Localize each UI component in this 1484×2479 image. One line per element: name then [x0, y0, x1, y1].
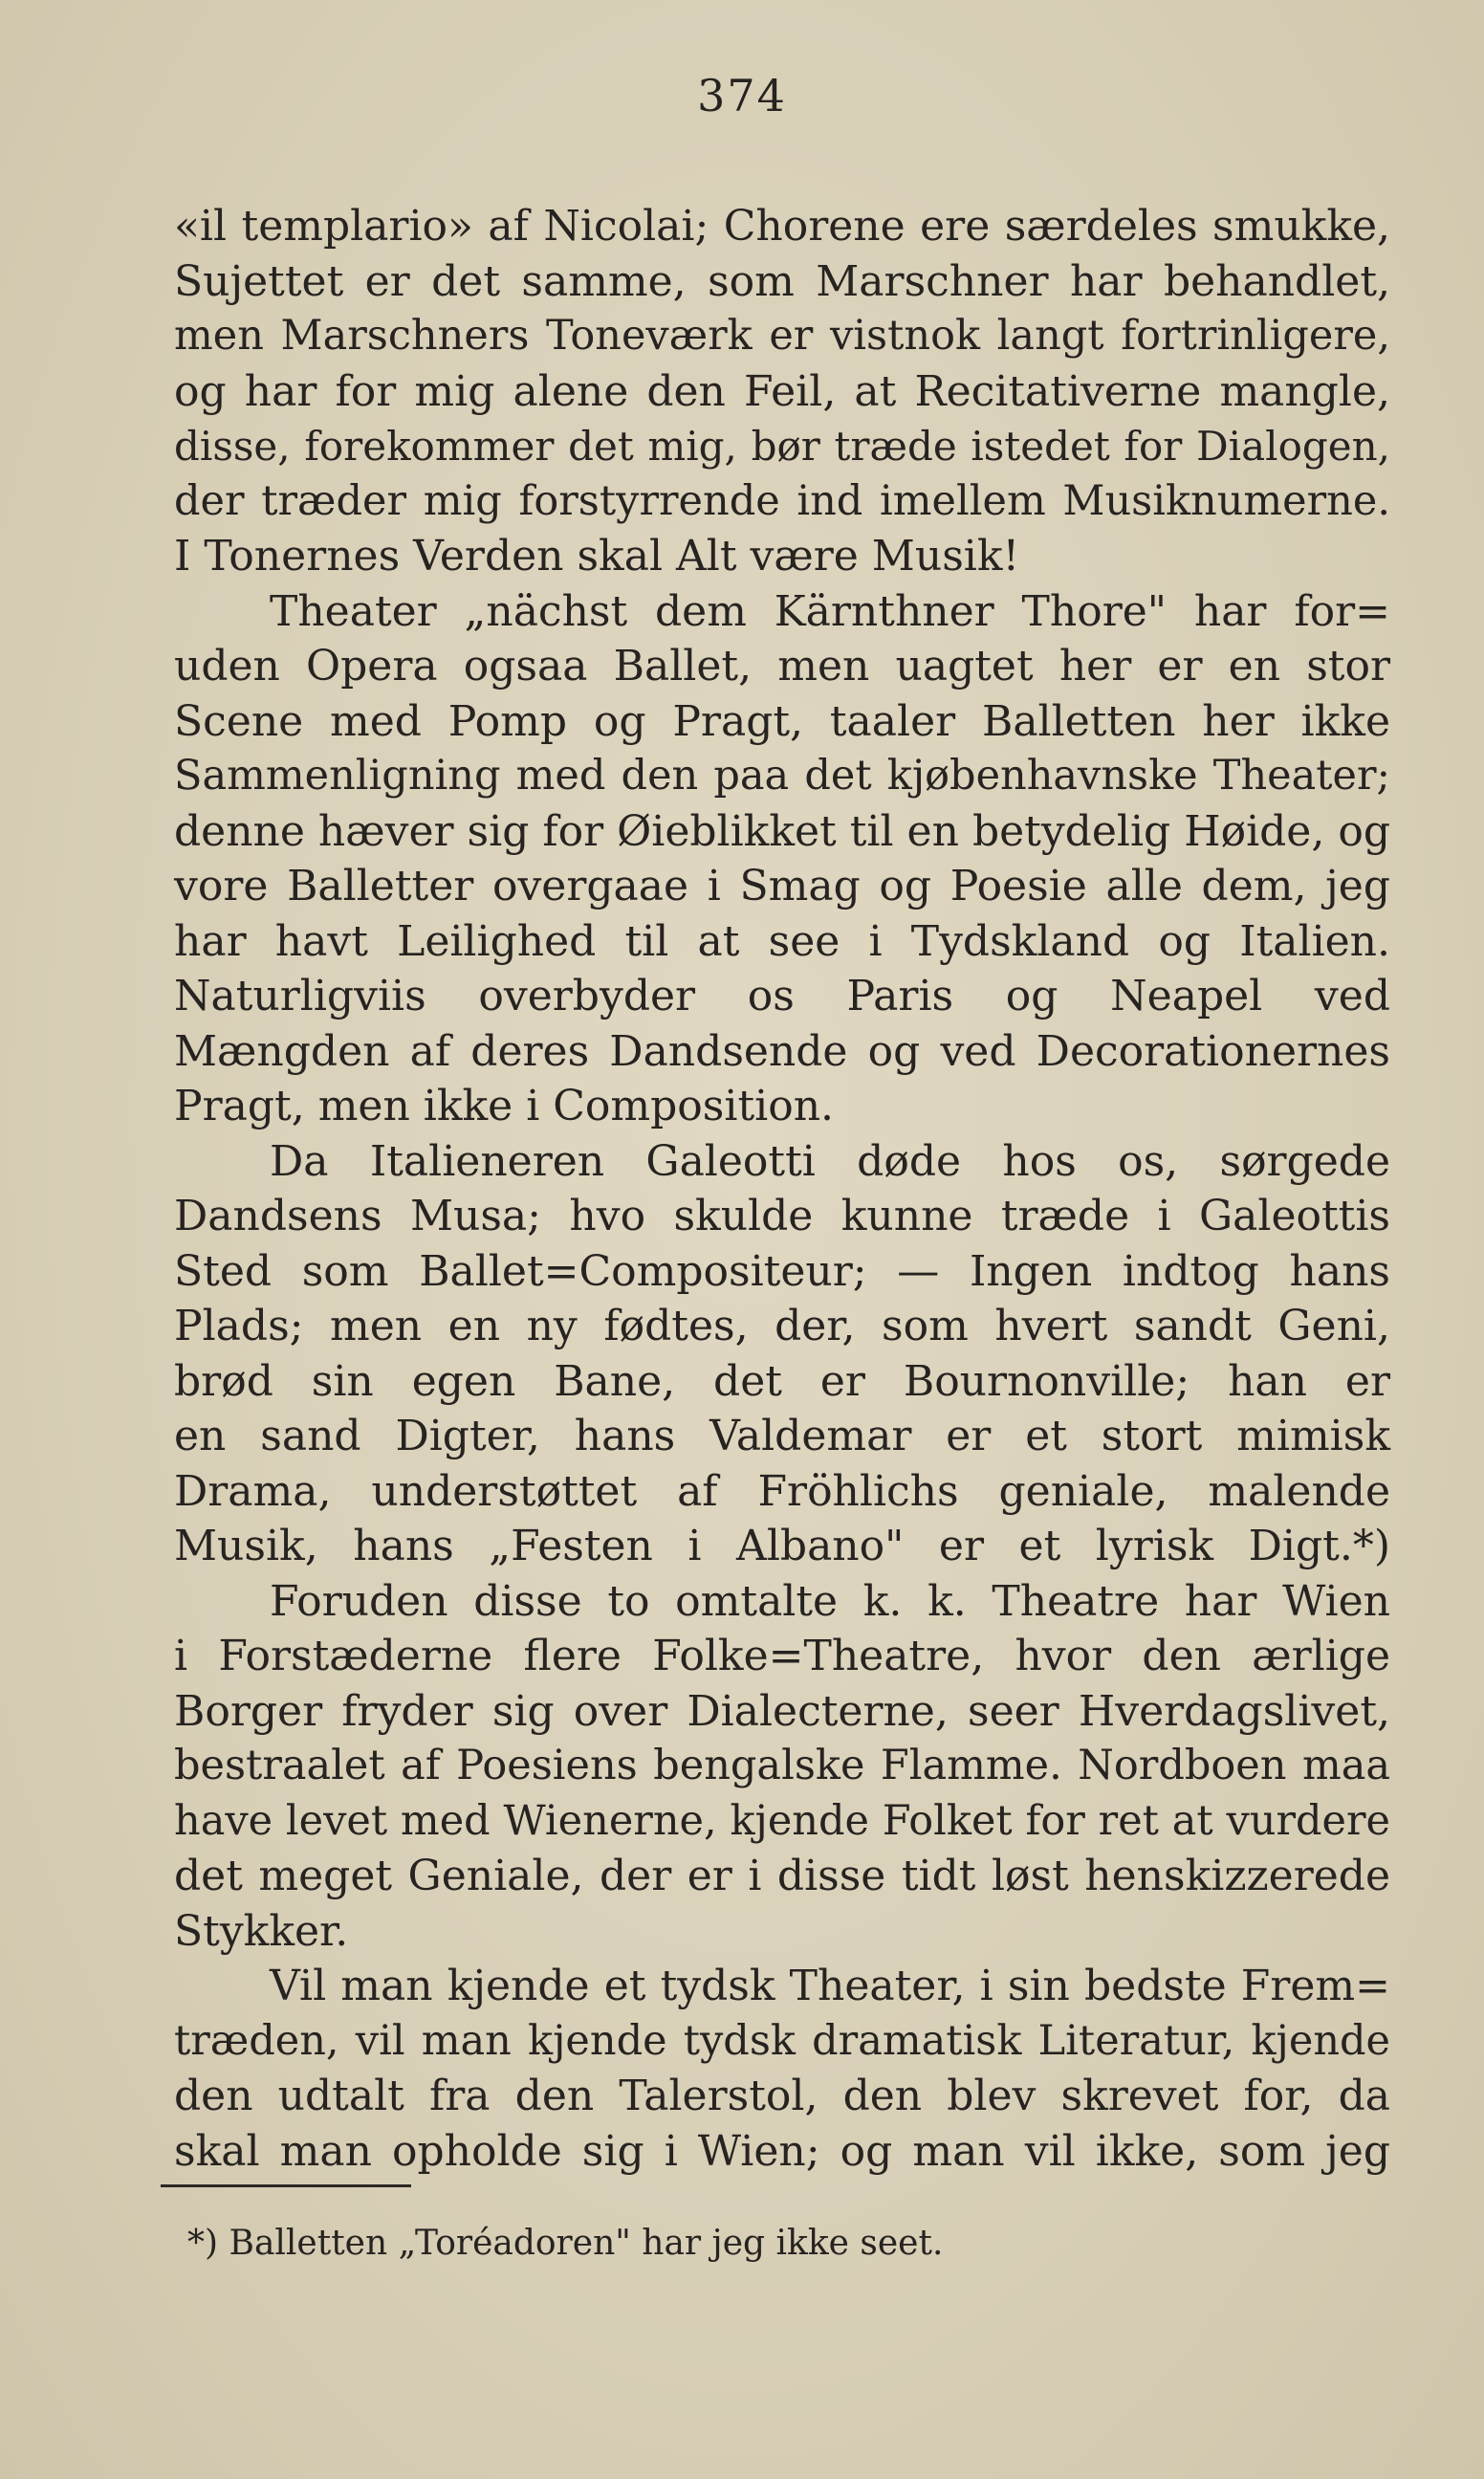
- body-text: [174, 199, 1390, 2179]
- text-line: uden Opera ogsaa Ballet, men uagtet her er en stor: [174, 642, 1390, 691]
- text-line: bestraalet af Poesiens bengalske Flamme. Nordboen maa: [174, 1742, 1390, 1789]
- text-line: den udtalt fra den Talerstol, den blev skrevet for, da: [174, 2072, 1390, 2120]
- text-line: vore Balletter overgaae i Smag og Poesie alle dem, jeg: [174, 862, 1390, 910]
- text-line: Pragt, men ikke i Composition.: [174, 1082, 835, 1130]
- text-line: det meget Geniale, der er i disse tidt løst henskizzerede: [174, 1852, 1390, 1900]
- text-line: disse, forekommer det mig, bør træde istedet for Dialogen,: [174, 423, 1390, 470]
- text-line: Borger fryder sig over Dialecterne, seer Hverdagslivet,: [174, 1686, 1390, 1736]
- page-number: 374: [697, 70, 787, 121]
- footnote: *) Balletten „Toréadoren" har jeg ikke seet.: [187, 2224, 944, 2263]
- text-line: træden, vil man kjende tydsk dramatisk Literatur, kjende: [174, 2016, 1390, 2065]
- text-line: skal man opholde sig i Wien; og man vil ikke, som jeg: [174, 2126, 1390, 2176]
- text-line: brød sin egen Bane, det er Bournonville; han er: [174, 1356, 1390, 1406]
- text-line: Sujettet er det samme, som Marschner har behandlet,: [174, 256, 1390, 306]
- text-line: denne hæver sig for Øieblikket til en betydelig Høide, og: [174, 806, 1390, 856]
- text-line: Mængden af deres Dandsende og ved Decorationernes: [174, 1026, 1390, 1076]
- text-line: Naturligviis overbyder os Paris og Neapel ved: [174, 972, 1390, 1020]
- text-line: men Marschners Toneværk er vistnok langt fortrinligere,: [174, 312, 1390, 360]
- text-line: «il templario» af Nicolai; Chorene ere særdeles smukke,: [174, 202, 1390, 251]
- footnote-divider: [161, 2184, 411, 2187]
- text-line: der træder mig forstyrrende ind imellem Musiknumerne.: [174, 476, 1390, 525]
- text-line: Scene med Pomp og Pragt, taaler Balletten her ikke: [174, 696, 1390, 746]
- text-line: Theater „nächst dem Kärnthner Thore" har for=: [270, 586, 1390, 636]
- text-line: Foruden disse to omtalte k. k. Theatre har Wien: [270, 1576, 1390, 1626]
- text-line: og har for mig alene den Feil, at Recitativerne mangle,: [174, 366, 1390, 416]
- text-line: Plads; men en ny fødtes, der, som hvert sandt Geni,: [174, 1302, 1390, 1350]
- text-line: Musik, hans „Festen i Albano" er et lyrisk Digt.*): [174, 1522, 1390, 1570]
- text-line: en sand Digter, hans Valdemar er et stort mimisk: [174, 1412, 1390, 1460]
- text-line: Drama, understøttet af Fröhlichs geniale, malende: [174, 1466, 1390, 1516]
- text-line: Sammenligning med den paa det kjøbenhavnske Theater;: [174, 752, 1390, 800]
- text-line: Da Italieneren Galeotti døde hos os, sørgede: [270, 1136, 1390, 1186]
- text-line: Vil man kjende et tydsk Theater, i sin bedste Frem=: [270, 1962, 1390, 2010]
- text-line: Dandsens Musa; hvo skulde kunne træde i Galeottis: [174, 1192, 1390, 1240]
- text-line: I Tonernes Verden skal Alt være Musik!: [174, 532, 1020, 581]
- text-line: Sted som Ballet=Compositeur; — Ingen indtog hans: [174, 1246, 1390, 1296]
- text-line: Stykker.: [174, 1906, 349, 1956]
- text-line: i Forstæderne flere Folke=Theatre, hvor den ærlige: [174, 1632, 1390, 1680]
- text-line: have levet med Wienerne, kjende Folket for ret at vurdere: [174, 1796, 1390, 1845]
- text-line: har havt Leilighed til at see i Tydskland og Italien.: [174, 916, 1390, 966]
